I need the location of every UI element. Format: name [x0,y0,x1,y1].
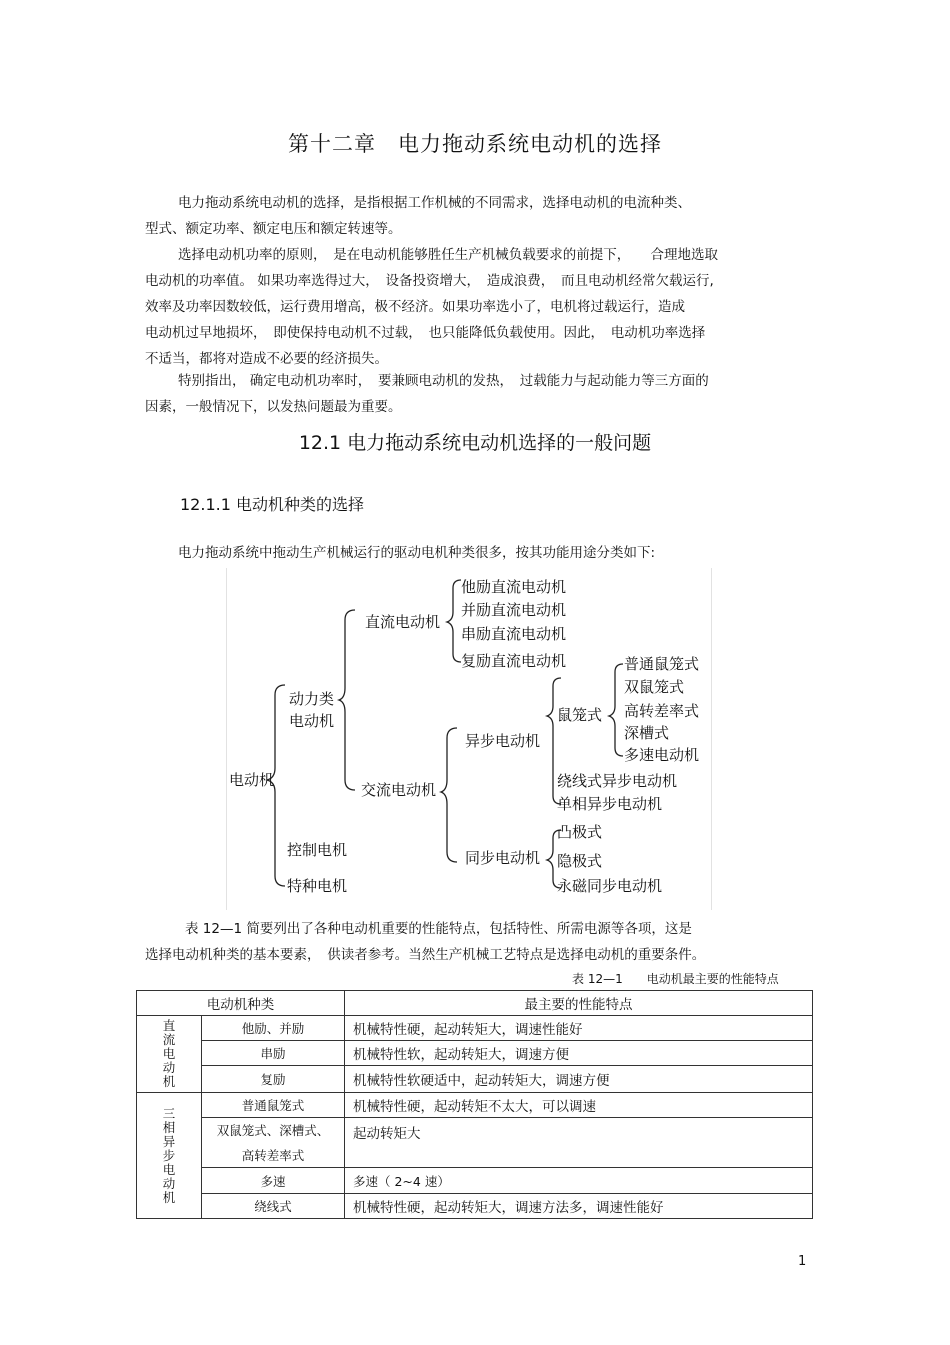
table-row [137,1016,813,1041]
tree-sync-item: 凸极式 [557,823,603,841]
tree-squirrel-item: 普通鼠笼式 [624,655,700,673]
table-cell: 双鼠笼式、深槽式、 [202,1118,345,1143]
table-group-cell [137,1016,202,1093]
table-row [137,1168,813,1194]
table-row [137,1194,813,1219]
table-cell: 机械特性硬，起动转矩大，调速性能好 [345,1016,813,1041]
tree-dc-item: 复励直流电动机 [461,652,567,670]
tree-dc-item: 并励直流电动机 [461,601,567,619]
paragraph-line: 电动机的功率值。 如果功率选得过大， 设备投资增大， 造成浪费， 而且电动机经常欠载运行, [145,273,714,289]
squirrel-brace [609,664,623,756]
paragraph-line: 选择电动机种类的基本要素， 供读者参考。当然生产机械工艺特点是选择电动机的重要条件。 [145,947,706,963]
table-cell: 机械特性软，起动转矩大，调速方便 [345,1041,813,1066]
table-cell: 高转差率式 [202,1143,345,1168]
table-cell: 多速（ 2~4 速） [345,1168,813,1194]
tree-sync: 同步电动机 [465,849,541,867]
tree-sync-item: 隐极式 [557,852,603,870]
paragraph-line: 型式、额定功率、额定电压和额定转速等。 [145,221,402,237]
table-header-row [137,991,813,1016]
subsection-heading: 12.1.1 电动机种类的选择 [180,495,364,514]
paragraph-line: 效率及功率因数较低，运行费用增高，极不经济。如果功率选小了，电机将过载运行，造成 [145,299,685,315]
table-row [137,1066,813,1093]
tree-special: 特种电机 [287,877,348,895]
table-cell: 机械特性软硬适中，起动转矩大，调速方便 [345,1066,813,1093]
tree-control: 控制电机 [287,841,348,859]
tree-squirrel-item: 多速电动机 [624,746,700,764]
table-row [137,1041,813,1066]
tree-async: 异步电动机 [465,732,541,750]
table-row [137,1118,813,1143]
table-row [137,1093,813,1118]
intro-text: 电力拖动系统中拖动生产机械运行的驱动电机种类很多，按其功能用途分类如下: [178,545,656,561]
table-caption: 表 12—1 电动机最主要的性能特点 [572,972,779,986]
paragraph-2 [145,242,718,372]
tree-async-other: 绕线式异步电动机 [557,772,678,790]
table-intro [145,916,705,968]
tree-sync-item: 永磁同步电动机 [557,877,663,895]
table-header-cell: 电动机种类 [137,991,345,1016]
paragraph-line: 不适当，都将对造成不必要的经济损失。 [145,351,388,367]
paragraph-1 [145,190,691,242]
table-header-cell: 最主要的性能特点 [345,991,813,1016]
paragraph-line: 因素，一般情况下，以发热问题最为重要。 [145,399,402,415]
table-cell: 机械特性硬，起动转矩大，调速方法多，调速性能好 [345,1194,813,1219]
table-group-label: 直流电动机 [162,1018,176,1089]
paragraph-line: 特别指出， 确定电动机功率时， 要兼顾电动机的发热， 过载能力与起动能力等三方面的 [178,373,709,389]
table-cell: 普通鼠笼式 [202,1093,345,1118]
tree-squirrel: 鼠笼式 [557,706,603,724]
table-cell: 他励、并励 [202,1016,345,1041]
tree-squirrel-item: 双鼠笼式 [624,678,685,696]
page-number: 1 [798,1254,807,1269]
paragraph-3 [145,368,709,420]
motor-performance-table [136,990,813,1219]
power-brace [339,610,355,790]
tree-ac: 交流电动机 [361,781,437,799]
table-cell: 复励 [202,1066,345,1093]
tree-dc-item: 他励直流电动机 [461,578,567,596]
table-cell: 多速 [202,1168,345,1194]
tree-squirrel-item: 深槽式 [624,724,670,742]
paragraph-line: 电力拖动系统电动机的选择，是指根据工作机械的不同需求，选择电动机的电流种类、 [178,195,691,211]
table-cell: 起动转矩大 [345,1118,813,1168]
tree-dc: 直流电动机 [365,613,441,631]
tree-diagram [227,568,711,910]
tree-async-other: 单相异步电动机 [557,795,663,813]
table-cell: 绕线式 [202,1194,345,1219]
ac-brace [441,728,457,862]
tree-squirrel-item: 高转差率式 [624,702,700,720]
motor-classification-tree [226,568,712,910]
dc-brace [447,580,461,662]
table-group-cell [137,1093,202,1219]
section-heading: 12.1 电力拖动系统电动机选择的一般问题 [298,432,652,454]
paragraph-line: 表 12—1 简要列出了各种电动机重要的性能特点，包括特性、所需电源等各项，这是 [185,921,692,937]
table-cell: 串励 [202,1041,345,1066]
tree-dc-item: 串励直流电动机 [461,625,567,643]
paragraph-line: 电动机过早地损坏， 即使保持电动机不过载， 也只能降低负载使用。因此， 电动机功率选择 [145,325,706,341]
tree-root: 电动机 [229,771,275,789]
tree-power: 电动机 [289,712,335,730]
paragraph-line: 选择电动机功率的原则， 是在电动机能够胜任生产机械负载要求的前提下， 合理地选取 [178,247,718,263]
chapter-title: 第十二章 电力拖动系统电动机的选择 [288,132,662,156]
table-group-label: 三相异步电动机 [162,1105,176,1205]
table-cell: 机械特性硬，起动转矩不太大，可以调速 [345,1093,813,1118]
tree-power: 动力类 [289,690,335,708]
